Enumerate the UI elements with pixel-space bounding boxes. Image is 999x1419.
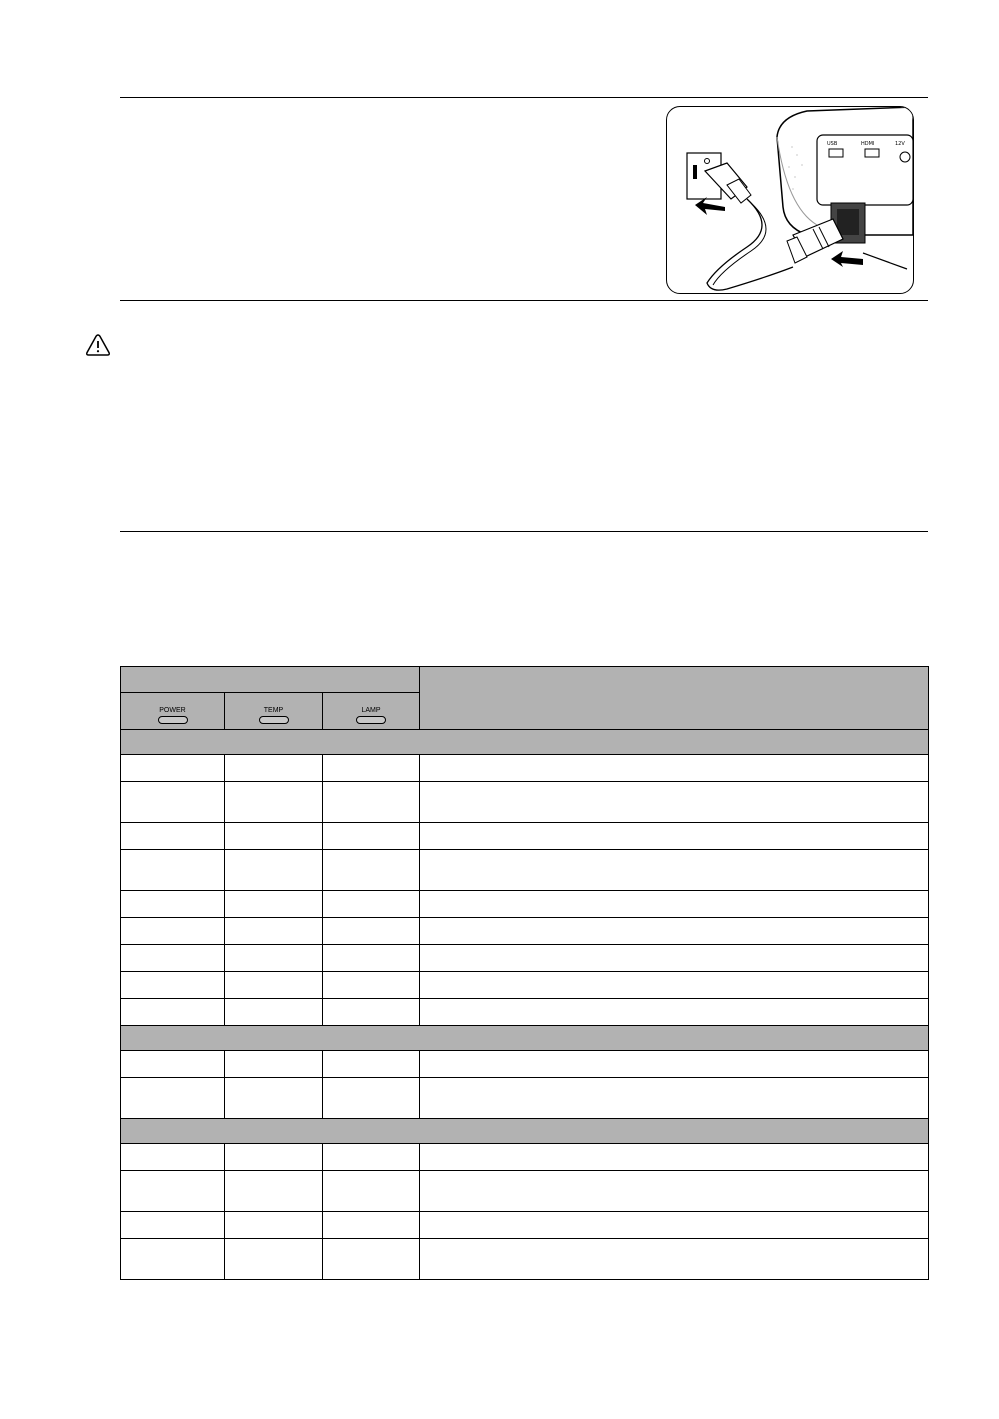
table-row	[121, 1212, 929, 1239]
table-row	[121, 999, 929, 1026]
table-row	[121, 945, 929, 972]
table-row	[121, 1239, 929, 1280]
temp-led-header	[225, 693, 323, 730]
temp-led-label: TEMP	[263, 706, 284, 714]
table-row	[121, 782, 929, 823]
section-header	[121, 1119, 929, 1144]
top-rule-2	[120, 300, 928, 301]
power-led-label: POWER	[159, 706, 186, 714]
led-indicator-table	[120, 666, 929, 1280]
table-row	[121, 891, 929, 918]
lamp-led-label: LAMP	[361, 706, 381, 714]
temp-led-icon	[259, 716, 289, 724]
table-row	[121, 1144, 929, 1171]
table-row	[121, 1078, 929, 1119]
lamp-led-header	[323, 693, 420, 730]
top-rule-1	[120, 97, 928, 98]
table-row	[121, 823, 929, 850]
svg-text:USB: USB	[827, 141, 838, 147]
mid-rule	[120, 531, 928, 532]
lamp-led-icon	[356, 716, 386, 724]
table-row	[121, 1051, 929, 1078]
power-led-header	[121, 693, 225, 730]
svg-text:12V: 12V	[895, 141, 905, 147]
table-row	[121, 972, 929, 999]
table-row	[121, 918, 929, 945]
table-row	[121, 755, 929, 782]
section-header	[121, 730, 929, 755]
warning-triangle-icon	[85, 333, 111, 357]
led-header-group	[121, 667, 420, 693]
power-cord-illustration	[666, 106, 914, 294]
section-header	[121, 1026, 929, 1051]
table-row	[121, 1171, 929, 1212]
svg-text:HDMI: HDMI	[861, 141, 875, 147]
power-led-icon	[158, 716, 188, 724]
table-row	[121, 850, 929, 891]
status-description-header	[420, 667, 929, 730]
